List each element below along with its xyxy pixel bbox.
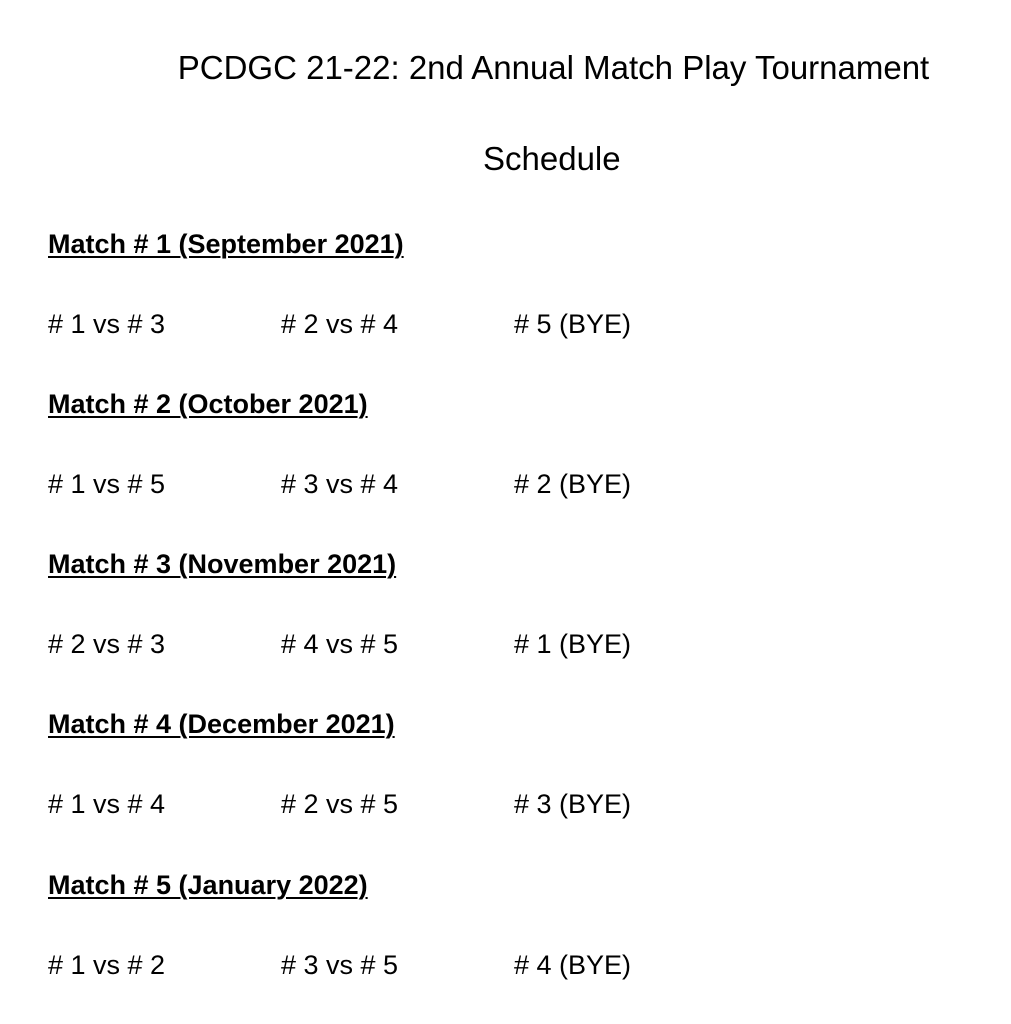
match-4-heading: Match # 4 (December 2021) (48, 709, 395, 739)
match-3-heading: Match # 3 (November 2021) (48, 549, 397, 579)
match-5-bye: # 4 (BYE) (514, 950, 632, 980)
match-3-bye: # 1 (BYE) (514, 629, 632, 659)
match-1-pairing-1: # 1 vs # 3 (48, 309, 166, 339)
match-1-pairing-2: # 2 vs # 4 (281, 309, 399, 339)
match-2-pairing-1: # 1 vs # 5 (48, 469, 166, 499)
match-3-pairing-1: # 2 vs # 3 (48, 629, 166, 659)
match-2-bye: # 2 (BYE) (514, 469, 632, 499)
match-5-pairing-2: # 3 vs # 5 (281, 950, 399, 980)
document-title: PCDGC 21-22: 2nd Annual Match Play Tournament (177, 49, 930, 86)
match-5-pairing-1: # 1 vs # 2 (48, 950, 166, 980)
match-3-pairing-2: # 4 vs # 5 (281, 629, 399, 659)
match-4-bye: # 3 (BYE) (514, 789, 632, 819)
document-subtitle: Schedule (483, 140, 621, 177)
match-1-heading: Match # 1 (September 2021) (48, 229, 404, 259)
match-2-pairing-2: # 3 vs # 4 (281, 469, 399, 499)
match-4-pairing-1: # 1 vs # 4 (48, 789, 166, 819)
match-1-bye: # 5 (BYE) (514, 309, 632, 339)
match-2-heading: Match # 2 (October 2021) (48, 389, 368, 419)
match-5-heading: Match # 5 (January 2022) (48, 870, 368, 900)
match-4-pairing-2: # 2 vs # 5 (281, 789, 399, 819)
